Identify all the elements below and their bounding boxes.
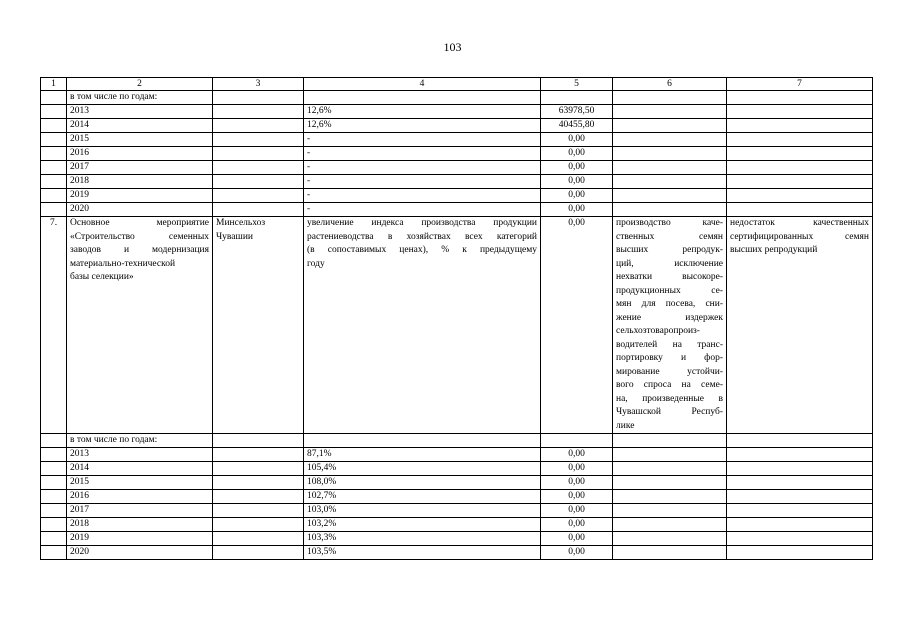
result-line: мян для посева, сни- (616, 299, 723, 309)
indicator-cell: 103,5% (304, 546, 541, 560)
risk-line: недостаток качественных (730, 218, 869, 228)
column-header: 5 (541, 78, 613, 91)
indicator-description (304, 217, 541, 434)
year-row (41, 147, 873, 161)
year-cell: 2018 (67, 175, 213, 189)
column-header: 7 (727, 78, 873, 91)
result-line: ственных семян (616, 231, 723, 242)
subtotal-label-row (41, 434, 873, 448)
year-cell: 2020 (67, 546, 213, 560)
year-row (41, 175, 873, 189)
year-cell: 2019 (67, 189, 213, 203)
measure-name-line: Основное мероприятие (70, 218, 209, 228)
indicator-cell: - (304, 203, 541, 217)
amount-cell: 40455,80 (541, 119, 613, 133)
year-row (41, 105, 873, 119)
indicator-cell: - (304, 161, 541, 175)
result-line: ций, исключение (616, 258, 723, 269)
column-number-row (41, 78, 873, 91)
indicator-cell: 108,0% (304, 476, 541, 490)
result-line: высших репродук- (616, 245, 723, 255)
indicator-line: растениеводства в хозяйствах всех категорий (307, 231, 537, 242)
page-number: 103 (443, 40, 462, 54)
indicator-line: (в сопоставимых ценах), % к предыдущему (307, 245, 537, 255)
year-row (41, 203, 873, 217)
amount-cell: 0,00 (541, 217, 613, 434)
column-header: 1 (41, 78, 67, 91)
measure-name-line: материально-технической (70, 258, 176, 269)
indicator-cell: - (304, 175, 541, 189)
year-row (41, 448, 873, 462)
measure-name-line: заводов и модернизация (70, 245, 209, 255)
executor-line: Чувашии (216, 231, 253, 242)
by-years-label: в том числе по годам: (67, 434, 213, 448)
result-line: Чувашской Респуб- (616, 407, 723, 417)
amount-cell: 0,00 (541, 476, 613, 490)
result-line: вого спроса на семе- (616, 380, 723, 390)
result-line: производство каче- (616, 218, 723, 228)
indicator-cell: - (304, 189, 541, 203)
indicator-cell: 12,6% (304, 119, 541, 133)
result-line: лике (616, 420, 635, 431)
year-cell: 2017 (67, 504, 213, 518)
amount-cell: 0,00 (541, 518, 613, 532)
amount-cell: 0,00 (541, 161, 613, 175)
indicator-cell: 103,3% (304, 532, 541, 546)
amount-cell: 0,00 (541, 504, 613, 518)
indicator-cell: 102,7% (304, 490, 541, 504)
result-line: мирование устойчи- (616, 366, 723, 377)
result-line: нехватки высокоре- (616, 272, 723, 282)
year-cell: 2013 (67, 105, 213, 119)
result-line: водителей на транс- (616, 339, 723, 350)
year-cell: 2020 (67, 203, 213, 217)
amount-cell: 0,00 (541, 546, 613, 560)
risk-line: сертифицированных семян (730, 231, 869, 242)
risk-description (727, 217, 873, 434)
year-row (41, 546, 873, 560)
subtotal-label-row (41, 91, 873, 105)
amount-cell: 0,00 (541, 462, 613, 476)
amount-cell: 0,00 (541, 175, 613, 189)
column-header: 6 (613, 78, 727, 91)
year-row (41, 476, 873, 490)
result-line: продукционных се- (616, 285, 723, 296)
by-years-label: в том числе по годам: (67, 91, 213, 105)
year-cell: 2013 (67, 448, 213, 462)
result-line: жение издержек (616, 312, 723, 323)
year-row (41, 462, 873, 476)
responsible-executor (213, 217, 304, 434)
indicator-cell: - (304, 133, 541, 147)
year-row (41, 133, 873, 147)
measure-name (67, 217, 213, 434)
indicator-cell: - (304, 147, 541, 161)
indicator-cell: 103,0% (304, 504, 541, 518)
indicator-cell: 12,6% (304, 105, 541, 119)
indicator-cell: 87,1% (304, 448, 541, 462)
column-header: 3 (213, 78, 304, 91)
amount-cell: 0,00 (541, 532, 613, 546)
year-cell: 2015 (67, 476, 213, 490)
year-cell: 2019 (67, 532, 213, 546)
indicator-line: году (307, 258, 325, 269)
program-table (40, 77, 873, 560)
indicator-line: увеличение индекса производства продукции (307, 218, 537, 228)
measure-row-7 (41, 217, 873, 434)
item-number: 7. (41, 217, 67, 434)
executor-line: Минсельхоз (216, 218, 266, 228)
indicator-cell: 103,2% (304, 518, 541, 532)
result-line: портировку и фор- (616, 353, 723, 363)
result-line: сельхозтоваропроиз- (616, 326, 700, 336)
amount-cell: 0,00 (541, 133, 613, 147)
year-row (41, 189, 873, 203)
year-cell: 2014 (67, 462, 213, 476)
measure-name-line: «Строительство семенных (70, 231, 209, 242)
expected-result (613, 217, 727, 434)
year-row (41, 119, 873, 133)
result-line: на, произведенные в (616, 393, 723, 404)
column-header: 4 (304, 78, 541, 91)
year-cell: 2017 (67, 161, 213, 175)
amount-cell: 0,00 (541, 203, 613, 217)
year-row (41, 161, 873, 175)
year-row (41, 532, 873, 546)
indicator-cell: 105,4% (304, 462, 541, 476)
amount-cell: 0,00 (541, 189, 613, 203)
year-row (41, 490, 873, 504)
year-cell: 2018 (67, 518, 213, 532)
amount-cell: 0,00 (541, 448, 613, 462)
amount-cell: 63978,50 (541, 105, 613, 119)
column-header: 2 (67, 78, 213, 91)
measure-name-line: базы селекции» (70, 272, 134, 282)
year-cell: 2015 (67, 133, 213, 147)
year-cell: 2016 (67, 490, 213, 504)
year-row (41, 504, 873, 518)
amount-cell: 0,00 (541, 490, 613, 504)
amount-cell: 0,00 (541, 147, 613, 161)
year-cell: 2016 (67, 147, 213, 161)
risk-line: высших репродукций (730, 245, 818, 255)
year-cell: 2014 (67, 119, 213, 133)
year-row (41, 518, 873, 532)
